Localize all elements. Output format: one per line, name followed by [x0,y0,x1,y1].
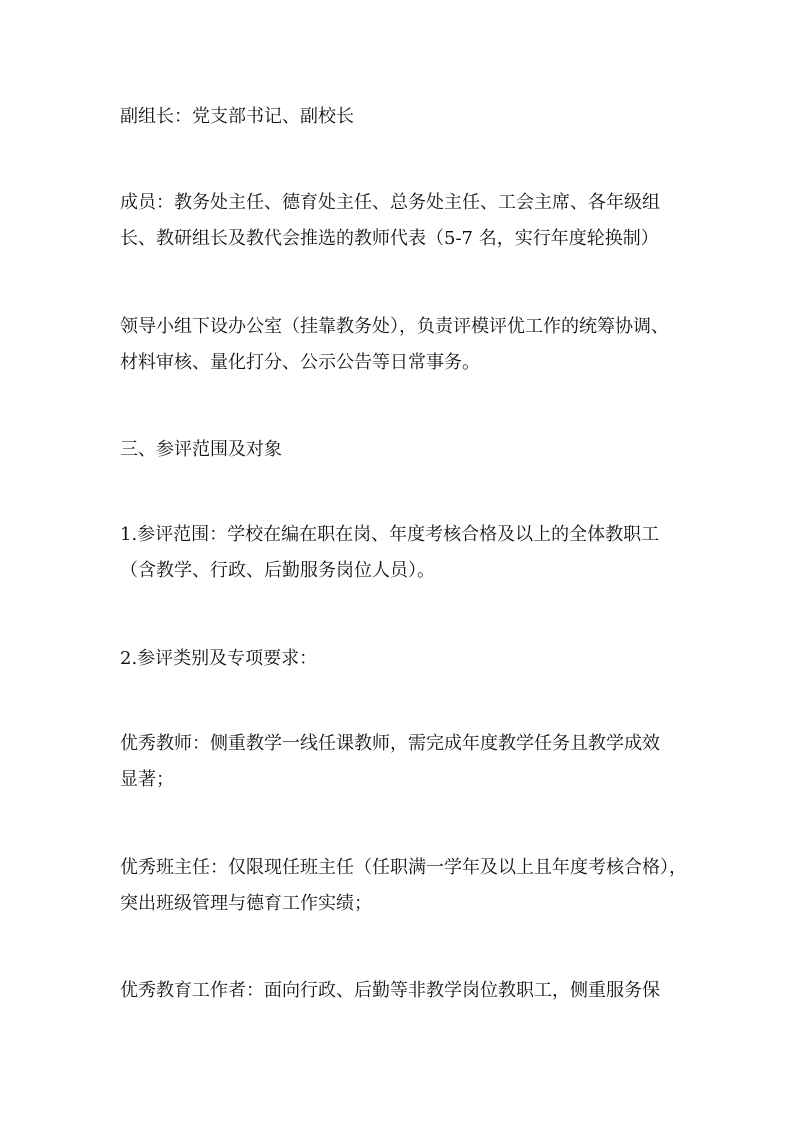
paragraph-members [120,185,680,257]
text-line: 副组长：党支部书记、副校长 [120,106,354,127]
text-line: （含教学、行政、后勤服务岗位人员）。 [120,560,435,581]
paragraph-excellent-educator [120,973,680,1009]
text-line: 突出班级管理与德育工作实绩； [120,893,372,914]
text-line: 优秀教育工作者：面向行政、后勤等非教学岗位教职工，侧重服务保 [120,980,660,1001]
paragraph-excellent-teacher [120,726,680,798]
text-line: 1.参评范围：学校在编在职在岗、年度考核合格及以上的全体教职工 [120,524,660,545]
text-line: 材料审核、量化打分、公示公告等日常事务。 [120,352,480,373]
paragraph-categories [120,641,680,677]
paragraph-excellent-class-teacher [120,850,687,922]
paragraph-deputy-leader [120,99,680,135]
text-line: 成员：教务处主任、德育处主任、总务处主任、工会主席、各年级组 [120,192,660,213]
text-line: 优秀教师：侧重教学一线任课教师，需完成年度教学任务且教学成效 [120,733,660,754]
text-line: 长、教研组长及教代会推选的教师代表（5-7 名，实行年度轮换制） [120,228,659,249]
section-heading-scope [120,432,680,468]
paragraph-scope [120,517,680,589]
text-line: 显著； [120,769,174,790]
paragraph-office [120,309,680,381]
text-line: 三、参评范围及对象 [120,439,282,460]
text-line: 优秀班主任：仅限现任班主任（任职满一学年及以上且年度考核合格）， [120,857,687,878]
text-line: 领导小组下设办公室（挂靠教务处），负责评模评优工作的统筹协调、 [120,316,669,337]
text-line: 2.参评类别及专项要求： [120,648,318,669]
